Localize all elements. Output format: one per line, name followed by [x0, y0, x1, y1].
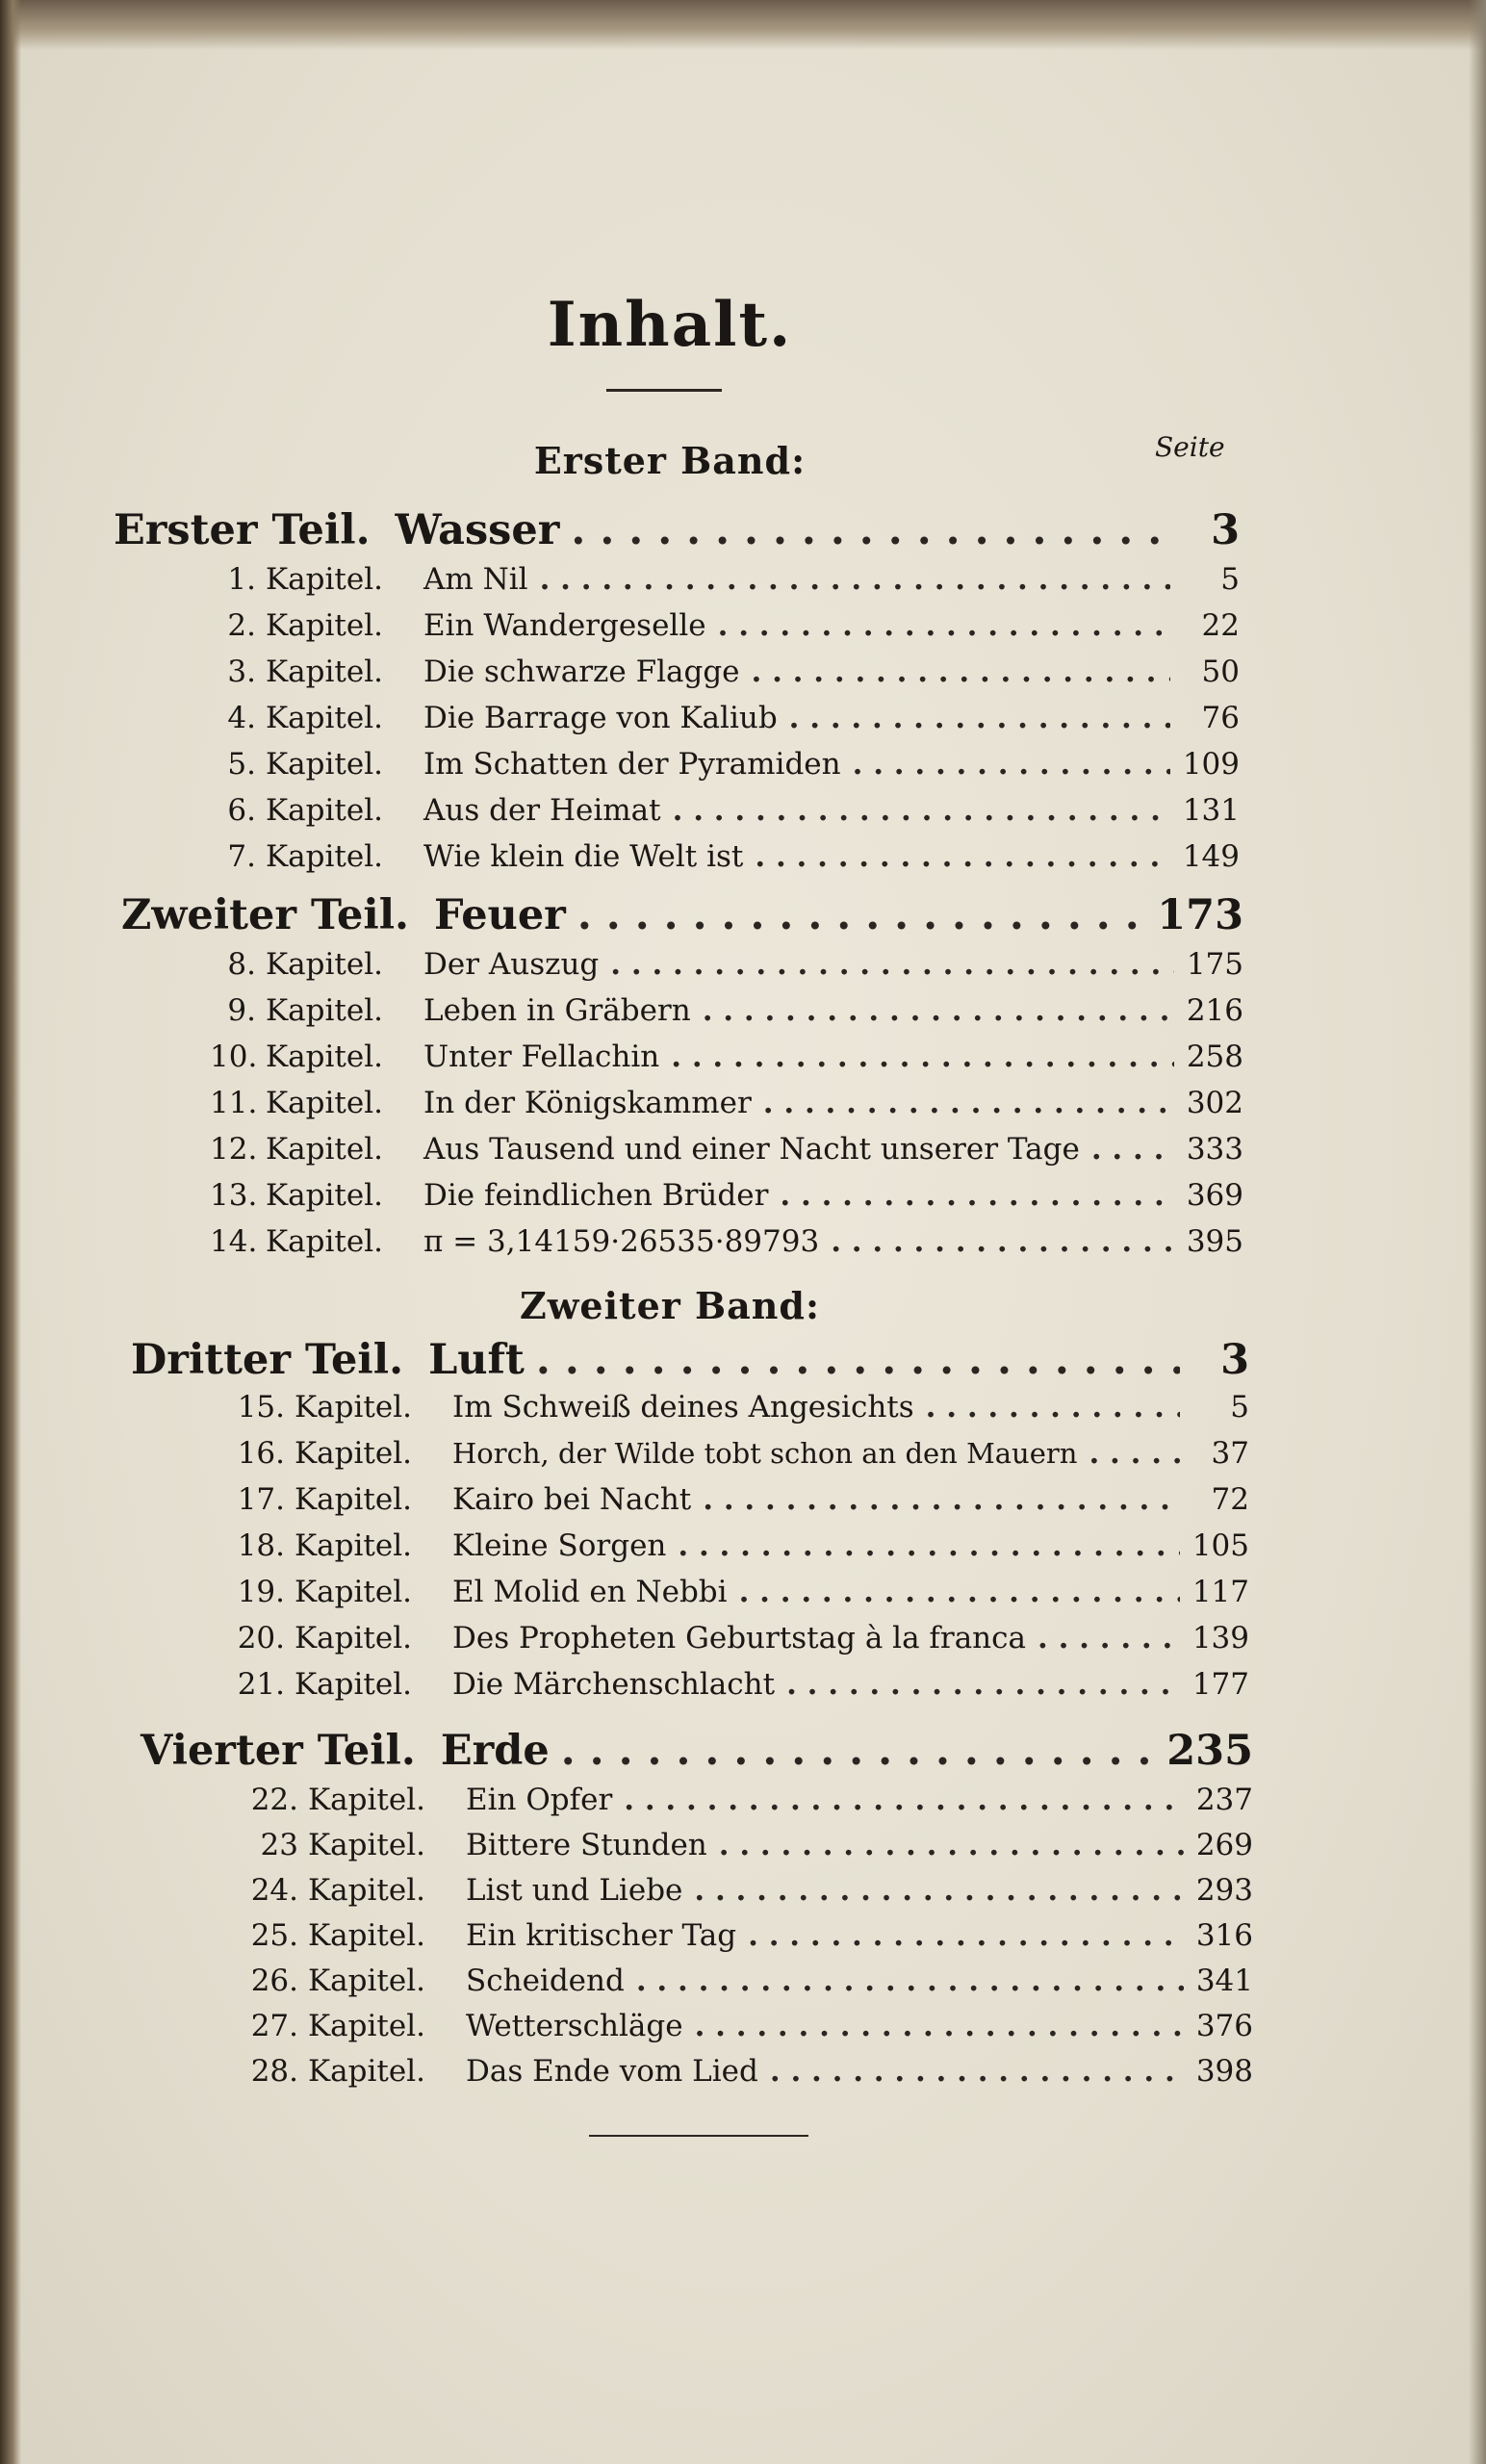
chapter-label: Kapitel. [308, 1964, 425, 1998]
chapter-title: Ein Opfer [466, 1783, 613, 1817]
chapter-number: 10. [210, 1040, 258, 1074]
chapter-label: Kapitel. [308, 2009, 425, 2043]
chapter-number: 2. [227, 608, 256, 643]
chapter-title: Des Propheten Geburtstag à la franca [452, 1621, 1026, 1656]
page-number: 139 [1191, 1621, 1249, 1656]
chapter-row [210, 945, 1243, 984]
chapter-title: Unter Fellachin [423, 1040, 660, 1074]
chapter-title: List und Liebe [466, 1873, 683, 1908]
leader-dots [610, 945, 1174, 984]
chapter-title: Leben in Gräbern [423, 993, 691, 1028]
page-number: 76 [1201, 701, 1240, 735]
chapter-label: Kapitel. [266, 1178, 383, 1213]
chapter-title: Das Ende vom Lied [466, 2054, 758, 2089]
chapter-label: Kapitel. [266, 1224, 383, 1259]
chapter-row [231, 1480, 1249, 1519]
page-right-edge [1469, 0, 1486, 2464]
page-top-edge [0, 0, 1486, 50]
leader-dots [694, 1871, 1184, 1910]
part-title: Feuer [434, 891, 566, 939]
chapter-title: Ein kritischer Tag [466, 1918, 737, 1953]
chapter-number: 22. [250, 1783, 298, 1817]
title-rule [606, 389, 722, 392]
chapter-label: Kapitel. [266, 1132, 383, 1167]
chapter-number: 16. [237, 1436, 285, 1471]
leader-dots [780, 1176, 1174, 1215]
chapter-title: Kairo bei Nacht [452, 1482, 692, 1517]
page-number: 175 [1186, 947, 1243, 982]
chapter-label: Kapitel. [295, 1575, 412, 1609]
chapter-row [210, 1130, 1243, 1168]
chapter-title: Die Barrage von Kaliub [423, 701, 778, 735]
chapter-label: Kapitel. [266, 608, 383, 643]
leader-dots [755, 837, 1170, 876]
chapter-label: Kapitel. [266, 654, 383, 689]
chapter-label: Kapitel. [295, 1528, 412, 1563]
page-number: 3 [1211, 506, 1240, 554]
page-number: 117 [1191, 1575, 1249, 1609]
leader-dots [561, 1727, 1156, 1775]
chapter-title: Am Nil [423, 562, 528, 597]
chapter-row [210, 1176, 1243, 1215]
part-label: Dritter Teil. [131, 1336, 404, 1384]
leader-dots [926, 1388, 1180, 1426]
chapter-row [231, 1388, 1249, 1426]
chapter-label: Kapitel. [295, 1482, 412, 1517]
chapter-title: Kleine Sorgen [452, 1528, 667, 1563]
part-label: Vierter Teil. [141, 1727, 416, 1775]
part-row [141, 1727, 1253, 1775]
chapter-label: Kapitel. [266, 1086, 383, 1120]
chapter-row [210, 837, 1240, 876]
chapter-number: 27. [250, 2009, 298, 2043]
page-number: 269 [1195, 1828, 1253, 1862]
chapter-row [231, 1619, 1249, 1657]
chapter-label: Kapitel. [266, 747, 383, 782]
chapter-number: 13. [210, 1178, 258, 1213]
chapter-label: Kapitel. [308, 1873, 425, 1908]
chapter-number: 17. [237, 1482, 285, 1517]
page-number: 37 [1211, 1436, 1249, 1471]
page-number: 333 [1186, 1132, 1243, 1167]
part-label: Zweiter Teil. [121, 891, 410, 939]
page-number: 50 [1201, 654, 1240, 689]
chapter-row [244, 2052, 1253, 2091]
chapter-label: Kapitel. [308, 2054, 425, 2089]
chapter-title: Im Schweiß deines Angesichts [452, 1390, 914, 1424]
part-row [114, 506, 1240, 554]
part-label: Erster Teil. [114, 506, 371, 554]
chapter-row [244, 2007, 1253, 2045]
page-number: 216 [1186, 993, 1243, 1028]
chapter-label: Kapitel. [266, 947, 383, 982]
leader-dots [739, 1573, 1180, 1611]
page-number: 131 [1182, 793, 1240, 828]
chapter-title: Bittere Stunden [466, 1828, 707, 1862]
chapter-number: 28. [250, 2054, 298, 2089]
chapter-number: 21. [237, 1667, 285, 1702]
chapter-row [244, 1826, 1253, 1864]
leader-dots [624, 1781, 1184, 1819]
chapter-label: Kapitel. [266, 1040, 383, 1074]
part-title: Luft [428, 1336, 525, 1384]
chapter-label: Kapitel. [266, 993, 383, 1028]
chapter-title: Der Auszug [423, 947, 600, 982]
leader-dots [673, 791, 1170, 830]
leader-dots [540, 560, 1170, 599]
chapter-title: Aus der Heimat [423, 793, 661, 828]
chapter-number: 26. [250, 1964, 298, 1998]
part-row [131, 1336, 1249, 1384]
page-number: 72 [1211, 1482, 1249, 1517]
chapter-number: 9. [227, 993, 256, 1028]
chapter-title: Die Märchenschlacht [452, 1667, 776, 1702]
page-number: 5 [1220, 562, 1240, 597]
page-number: 398 [1195, 2054, 1253, 2089]
leader-dots [770, 2052, 1184, 2091]
chapter-number: 5. [227, 747, 256, 782]
chapter-label: Kapitel. [295, 1667, 412, 1702]
chapter-number: 11. [210, 1086, 258, 1120]
page-number: 5 [1230, 1390, 1249, 1424]
page-number: 22 [1201, 608, 1240, 643]
chapter-title: Wetterschläge [466, 2009, 683, 2043]
chapter-number: 12. [210, 1132, 258, 1167]
leader-dots [678, 1527, 1180, 1565]
leader-dots [577, 891, 1145, 939]
chapter-number: 20. [237, 1621, 285, 1656]
chapter-row [244, 1781, 1253, 1819]
leader-dots [719, 1826, 1184, 1864]
chapter-label: Kapitel. [266, 839, 383, 874]
chapter-title: Ein Wandergeselle [423, 608, 706, 643]
chapter-number: 25. [250, 1918, 298, 1953]
page-number: 376 [1195, 2009, 1253, 2043]
leader-dots [1089, 1434, 1180, 1473]
leader-dots [786, 1665, 1180, 1704]
page-number: 177 [1191, 1667, 1249, 1702]
leader-dots [853, 745, 1170, 783]
chapter-label: Kapitel. [295, 1621, 412, 1656]
chapter-label: Kapitel. [266, 701, 383, 735]
page-title: Inhalt. [547, 289, 793, 361]
chapter-title: Im Schatten der Pyramiden [423, 747, 841, 782]
chapter-row [210, 1038, 1243, 1076]
chapter-number: 8. [227, 947, 256, 982]
leader-dots [671, 1038, 1174, 1076]
chapter-title: Aus Tausend und einer Nacht unserer Tage [423, 1132, 1080, 1167]
chapter-row [231, 1434, 1249, 1473]
chapter-row [231, 1665, 1249, 1704]
page-number: 395 [1186, 1224, 1243, 1259]
leader-dots [763, 1084, 1174, 1122]
chapter-number: 6. [227, 793, 256, 828]
leader-dots [1091, 1130, 1174, 1168]
chapter-number: 14. [210, 1224, 258, 1259]
chapter-title: In der Königskammer [423, 1086, 752, 1120]
chapter-row [210, 606, 1240, 645]
leader-dots [695, 2007, 1184, 2045]
leader-dots [752, 653, 1170, 691]
chapter-number: 1. [227, 562, 256, 597]
chapter-row [244, 1871, 1253, 1910]
page-number: 105 [1191, 1528, 1249, 1563]
chapter-row [231, 1573, 1249, 1611]
page-number: 293 [1195, 1873, 1253, 1908]
leader-dots [571, 506, 1170, 554]
chapter-label: Kapitel. [308, 1918, 425, 1953]
leader-dots [536, 1336, 1180, 1384]
chapter-label: Kapitel. [295, 1436, 412, 1471]
part-row [121, 891, 1243, 939]
leader-dots [703, 991, 1174, 1030]
chapter-number: 3. [227, 654, 256, 689]
chapter-row [210, 1222, 1243, 1261]
page-number: 237 [1195, 1783, 1253, 1817]
chapter-row [210, 560, 1240, 599]
leader-dots [636, 1962, 1184, 2000]
chapter-number: 7. [227, 839, 256, 874]
chapter-row [210, 991, 1243, 1030]
page-number: 3 [1220, 1336, 1249, 1384]
chapter-number: 19. [237, 1575, 285, 1609]
chapter-title: Scheidend [466, 1964, 625, 1998]
leader-dots [718, 606, 1170, 645]
chapter-title: Die feindlichen Brüder [423, 1178, 769, 1213]
chapter-number: 23 [260, 1828, 298, 1862]
chapter-number: 24. [250, 1873, 298, 1908]
page-number: 149 [1182, 839, 1240, 874]
leader-dots [748, 1916, 1184, 1955]
chapter-label: Kapitel. [266, 562, 383, 597]
page-number: 316 [1195, 1918, 1253, 1953]
chapter-row [210, 699, 1240, 737]
chapter-row [231, 1527, 1249, 1565]
chapter-label: Kapitel. [308, 1828, 425, 1862]
chapter-label: Kapitel. [295, 1390, 412, 1424]
chapter-number: 4. [227, 701, 256, 735]
part-title: Erde [440, 1727, 550, 1775]
page-number: 173 [1157, 891, 1243, 939]
band-heading-1: Erster Band: [533, 439, 807, 482]
chapter-label: Kapitel. [266, 793, 383, 828]
chapter-label: Kapitel. [308, 1783, 425, 1817]
page-number: 109 [1182, 747, 1240, 782]
chapter-row [210, 791, 1240, 830]
page-left-edge [0, 0, 21, 2464]
leader-dots [789, 699, 1170, 737]
page-number: 258 [1186, 1040, 1243, 1074]
closing-rule [589, 2135, 808, 2137]
chapter-number: 15. [237, 1390, 285, 1424]
part-title: Wasser [395, 506, 560, 554]
chapter-title: Die schwarze Flagge [423, 654, 740, 689]
band-heading-2: Zweiter Band: [519, 1284, 820, 1327]
leader-dots [831, 1222, 1174, 1261]
leader-dots [703, 1480, 1180, 1519]
chapter-number: 18. [237, 1528, 285, 1563]
seite-label: Seite [1155, 431, 1225, 463]
chapter-title: π = 3,14159·26535·89793 [423, 1224, 820, 1259]
chapter-title: Horch, der Wilde tobt schon an den Mauern [452, 1437, 1078, 1470]
leader-dots [1038, 1619, 1180, 1657]
chapter-row [210, 653, 1240, 691]
chapter-title: Wie klein die Welt ist [423, 839, 744, 874]
page-number: 302 [1186, 1086, 1243, 1120]
chapter-row [244, 1916, 1253, 1955]
page-number: 369 [1186, 1178, 1243, 1213]
chapter-row [244, 1962, 1253, 2000]
chapter-title: El Molid en Nebbi [452, 1575, 728, 1609]
page-number: 235 [1166, 1727, 1253, 1775]
chapter-row [210, 1084, 1243, 1122]
page-number: 341 [1195, 1964, 1253, 1998]
chapter-row [210, 745, 1240, 783]
